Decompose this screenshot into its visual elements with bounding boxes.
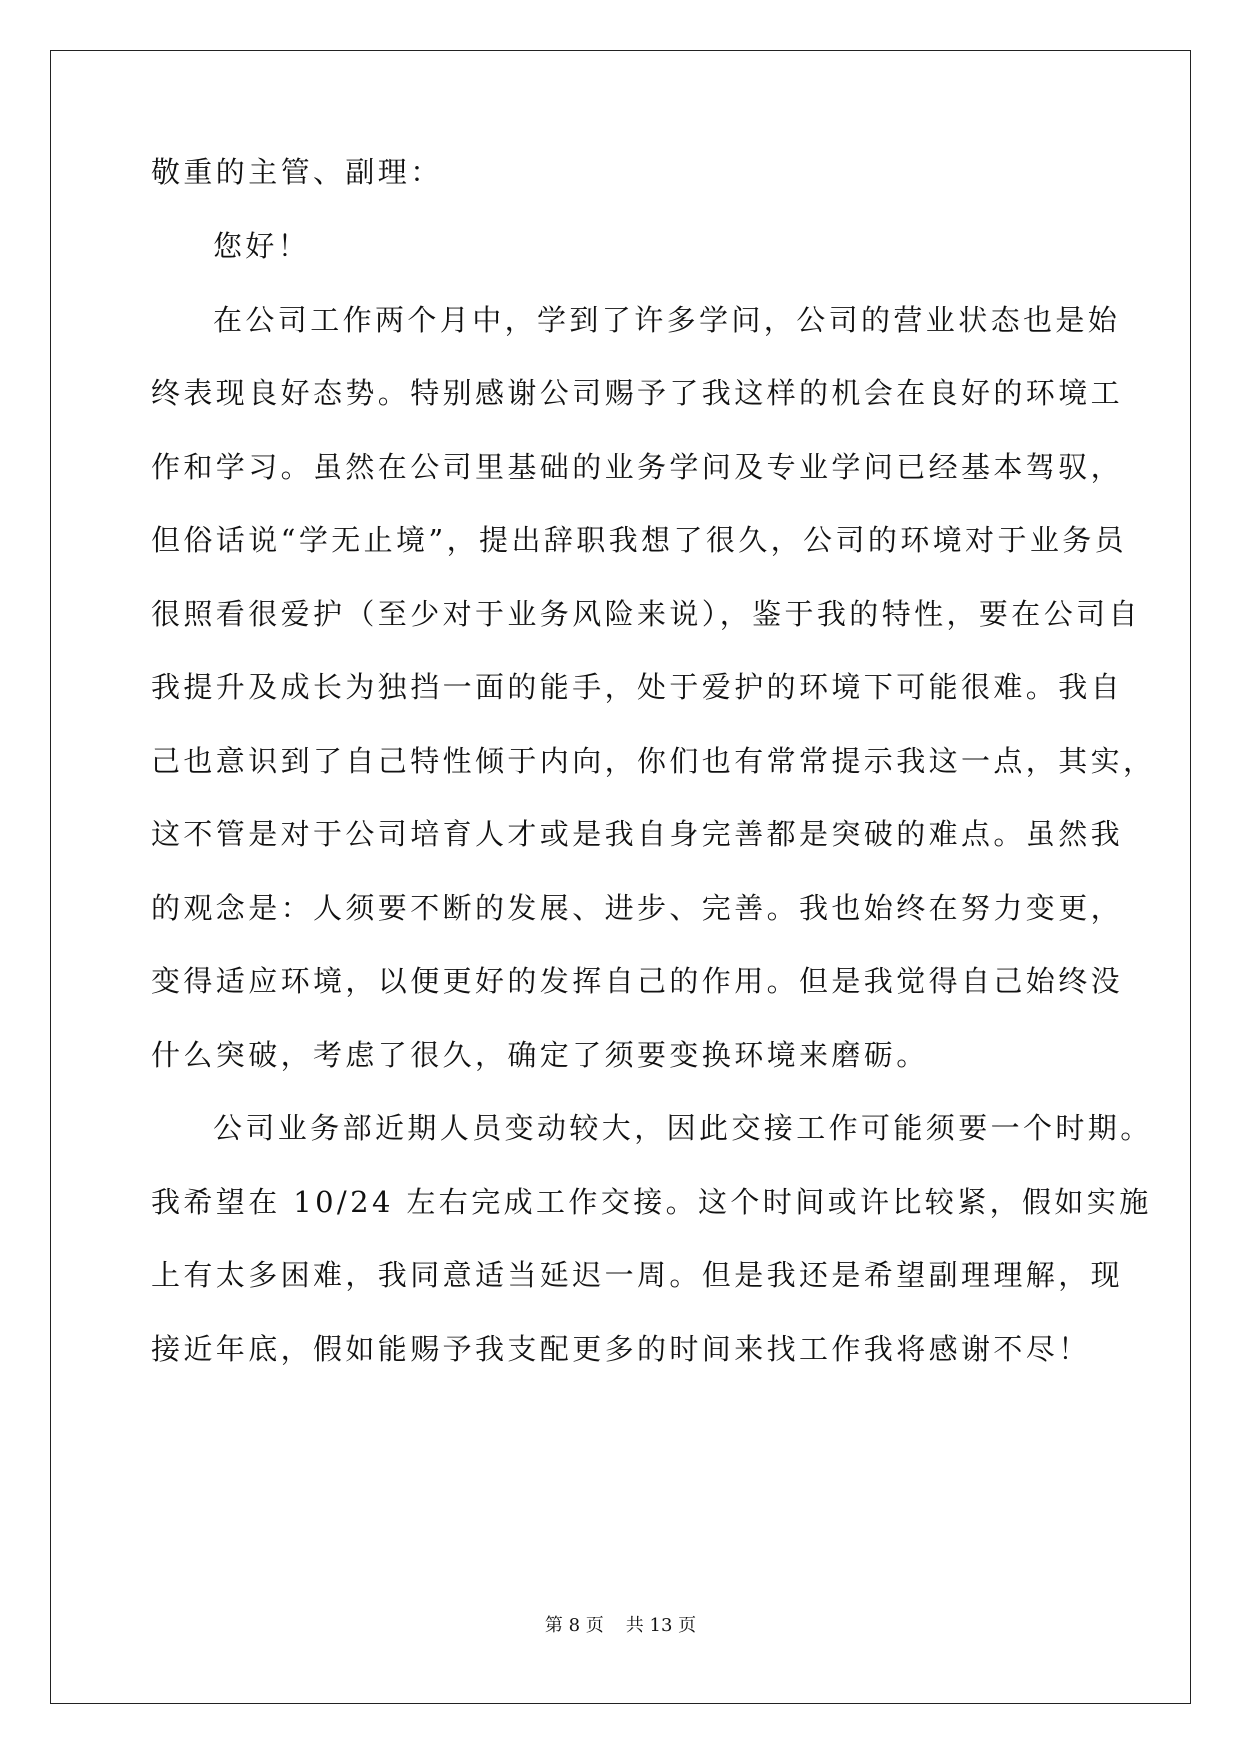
salutation: 敬重的主管、副理： (151, 155, 443, 189)
paragraph-1-line: 的观念是：人须要不断的发展、进步、完善。我也始终在努力变更， (151, 891, 1124, 925)
paragraph-1-line: 什么突破，考虑了很久，确定了须要变换环境来磨砺。 (151, 1038, 929, 1072)
page-total: 共 13 页 (625, 1615, 697, 1636)
paragraph-1-line: 这不管是对于公司培育人才或是我自身完善都是突破的难点。虽然我 (151, 817, 1124, 851)
paragraph-1-line: 作和学习。虽然在公司里基础的业务学问及专业学问已经基本驾驭， (151, 450, 1124, 484)
paragraph-1-line: 但俗话说“学无止境”，提出辞职我想了很久，公司的环境对于业务员 (151, 523, 1128, 557)
paragraph-1-line: 很照看很爱护（至少对于业务风险来说），鉴于我的特性，要在公司自 (151, 597, 1141, 631)
page-footer (0, 1614, 1241, 1638)
paragraph-2-line: 接近年底，假如能赐予我支配更多的时间来找工作我将感谢不尽！ (151, 1332, 1091, 1366)
paragraph-1-line: 在公司工作两个月中，学到了许多学问，公司的营业状态也是始 (213, 303, 1121, 337)
paragraph-1-line: 我提升及成长为独挡一面的能手，处于爱护的环境下可能很难。我自 (151, 670, 1124, 704)
paragraph-1-line: 己也意识到了自己特性倾于内向，你们也有常常提示我这一点，其实， (151, 744, 1156, 778)
greeting: 您好！ (213, 229, 311, 263)
paragraph-1-line: 变得适应环境，以便更好的发挥自己的作用。但是我觉得自己始终没 (151, 964, 1124, 998)
paragraph-2-line: 我希望在 10/24 左右完成工作交接。这个时间或许比较紧，假如实施 (151, 1185, 1152, 1219)
paragraph-2-line: 上有太多困难，我同意适当延迟一周。但是我还是希望副理理解，现 (151, 1258, 1124, 1292)
paragraph-1-line: 终表现良好态势。特别感谢公司赐予了我这样的机会在良好的环境工 (151, 376, 1124, 410)
paragraph-2-line: 公司业务部近期人员变动较大，因此交接工作可能须要一个时期。 (213, 1111, 1153, 1145)
page-border (50, 50, 1191, 1704)
page-number: 第 8 页 (544, 1615, 604, 1636)
